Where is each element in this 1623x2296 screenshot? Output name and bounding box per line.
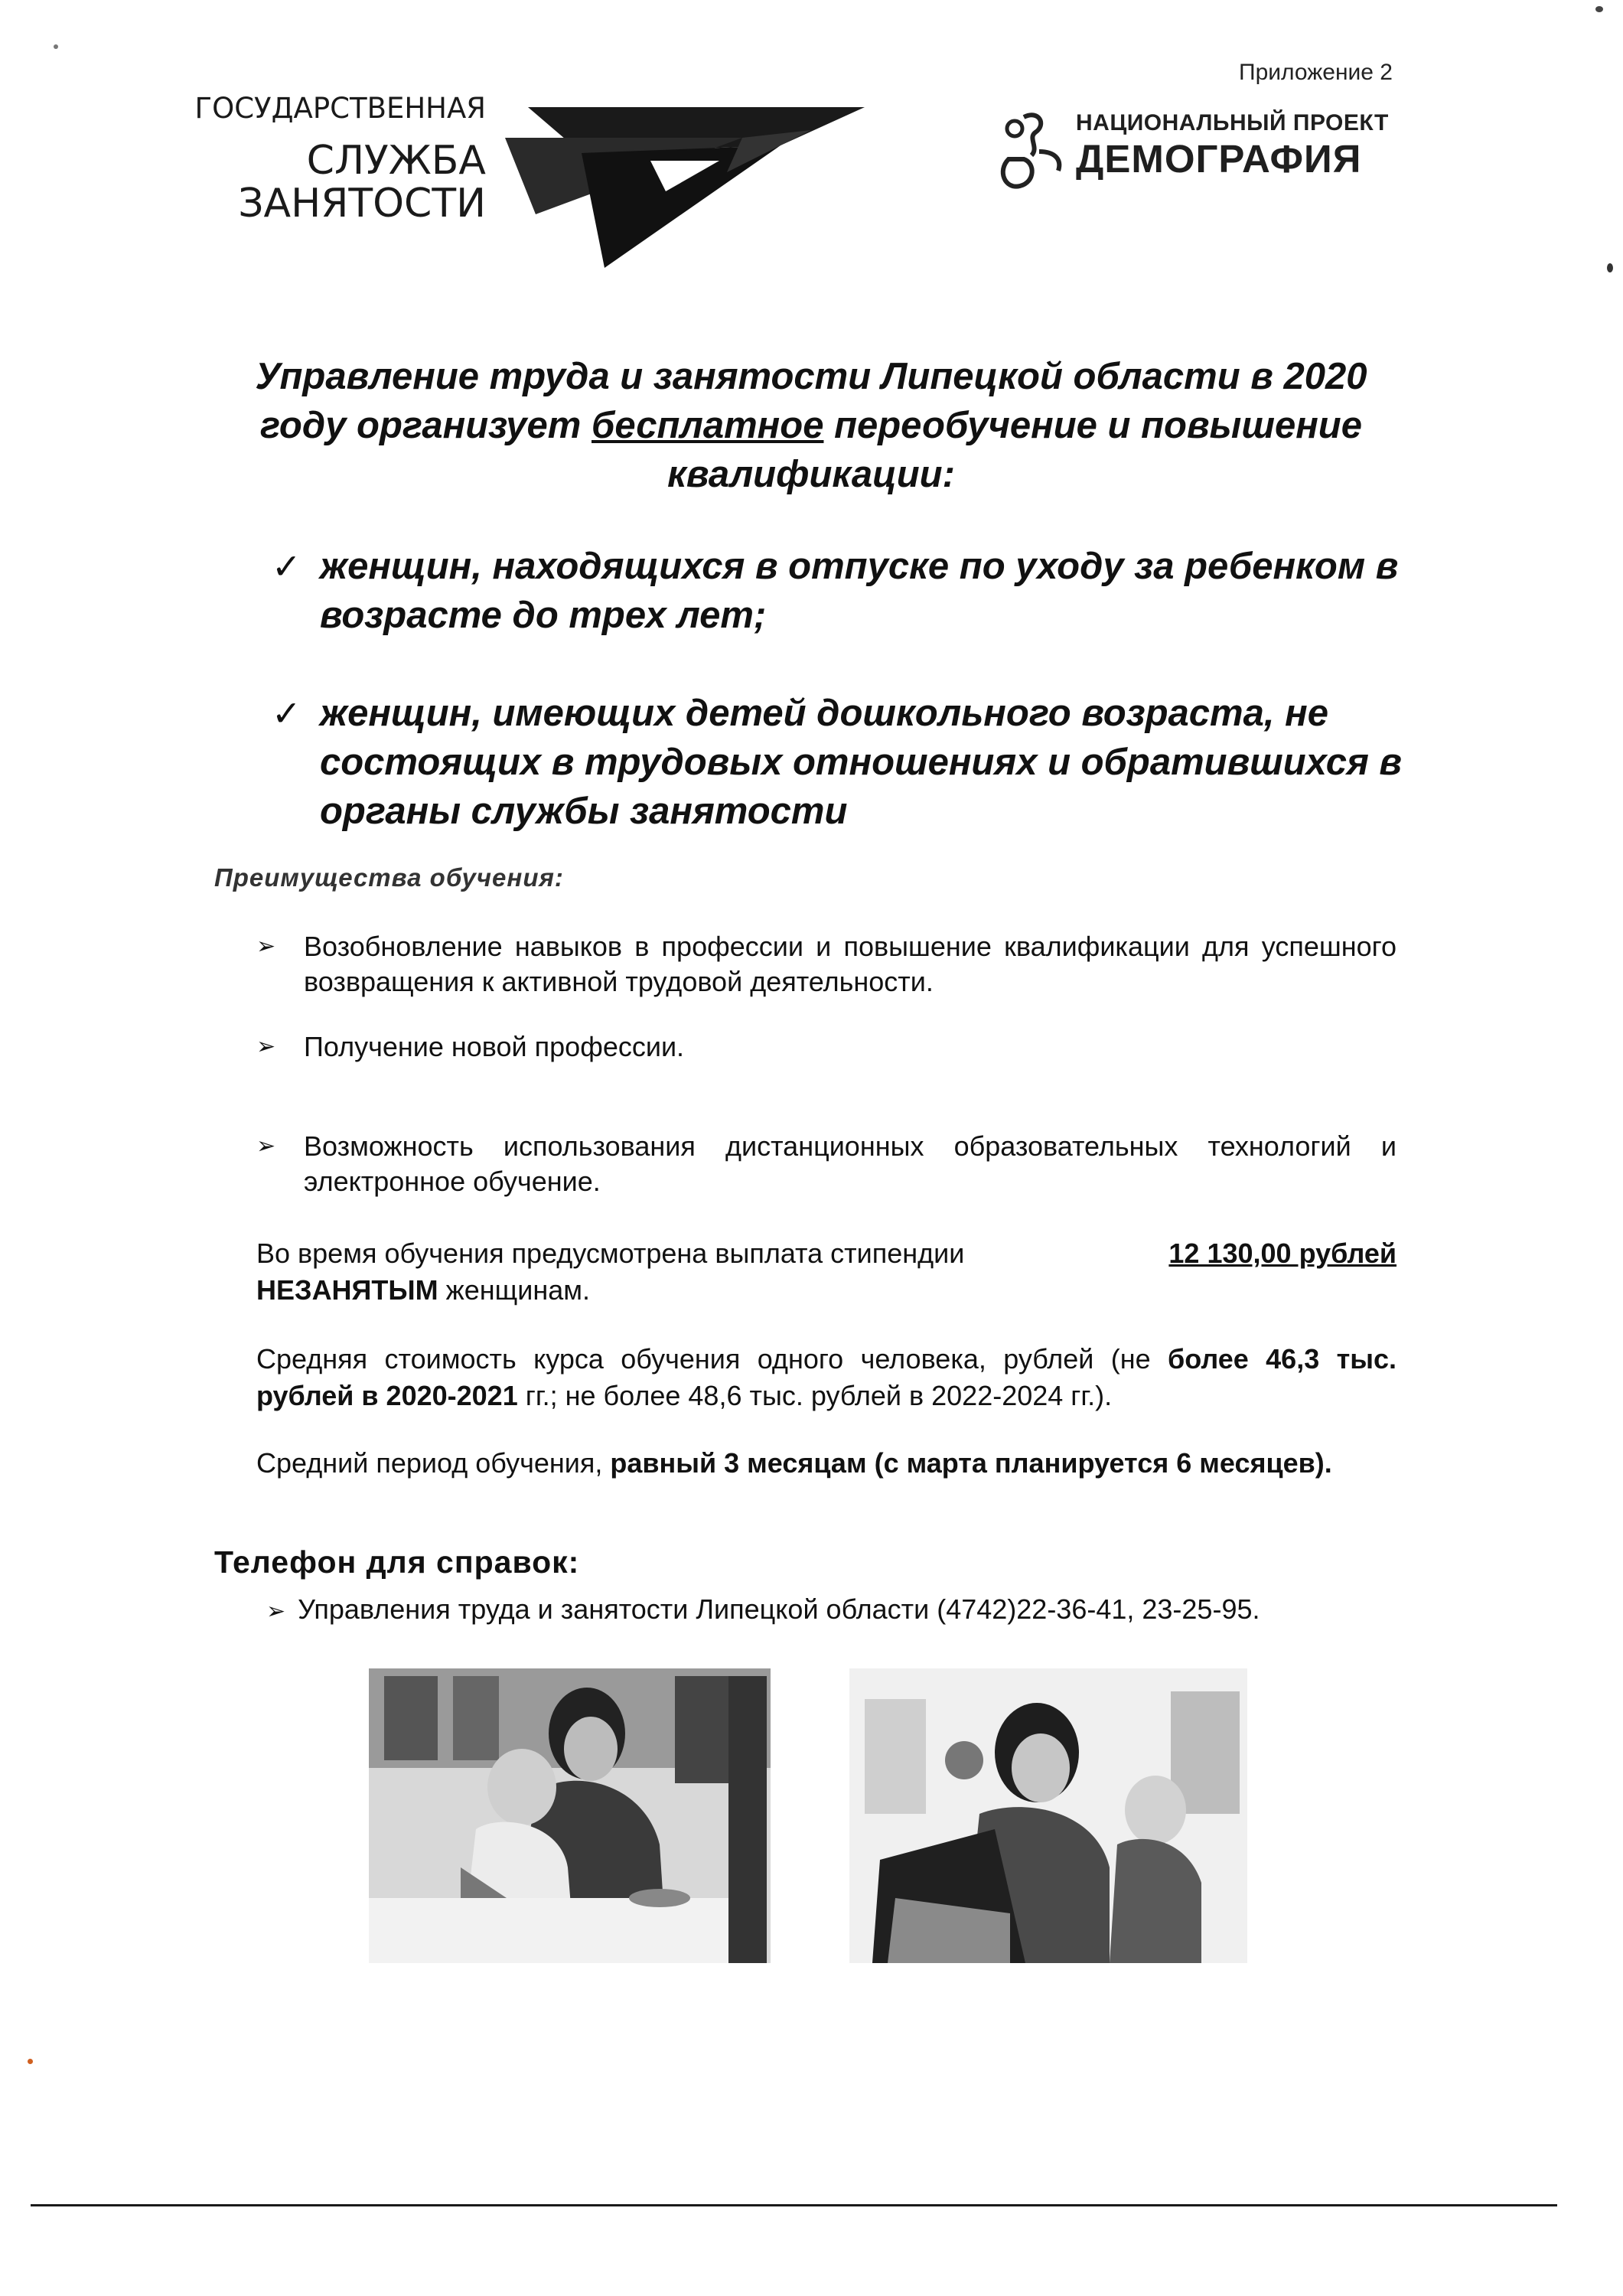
arrow-bullet-icon: ➢ (266, 1599, 286, 1624)
contacts-line (266, 1593, 1260, 1626)
stipend-amount: 12 130,00 рублей (1168, 1238, 1396, 1269)
checkmark-icon: ✓ (272, 693, 301, 733)
employment-service-logo-graphic (490, 99, 872, 276)
stipend-text: Во время обучения предусмотрена выплата стипендии (256, 1238, 965, 1269)
advantage-text: Возобновление навыков в профессии и повышение квалификации для успешного возвращения к активной трудовой деятельности. (304, 931, 1396, 997)
arrow-bullet-icon: ➢ (256, 934, 276, 959)
employment-service-logo-line1: ГОСУДАРСТВЕННАЯ (194, 92, 486, 125)
advantage-item (256, 1029, 1396, 1065)
target-group-item (272, 542, 1423, 640)
contacts-title: Телефон для справок: (214, 1544, 580, 1580)
appendix-label: Приложение 2 (1239, 60, 1393, 85)
period-bold: равный 3 месяцам (с марта планируется 6 месяцев). (610, 1447, 1332, 1479)
arrow-bullet-icon: ➢ (256, 1034, 276, 1059)
stipend-recipients: НЕЗАНЯТЫМ (256, 1274, 438, 1306)
employment-service-logo-line2: СЛУЖБА (306, 138, 486, 184)
headline (230, 352, 1393, 499)
photo-mother-with-baby (369, 1668, 771, 1963)
photo-mother-with-child-laptop (849, 1668, 1247, 1963)
cost-tail: гг.; не более 48,6 тыс. рублей в 2022-2024 гг.). (517, 1380, 1113, 1411)
target-group-text: женщин, находящихся в отпуске по уходу за ребенком в возрасте до трех лет; (320, 546, 1399, 636)
cost-paragraph (256, 1341, 1396, 1414)
footer-divider (31, 2204, 1557, 2206)
contacts-text: Управления труда и занятости Липецкой области (4742)22-36-41, 23-25-95. (298, 1593, 1260, 1625)
advantage-text: Возможность использования дистанционных образовательных технологий и электронное обучение. (304, 1130, 1396, 1197)
headline-part1: Управление труда и занятости Липецкой области в 2020 году организует (255, 356, 1367, 446)
scan-speck (1607, 263, 1613, 272)
national-project-label: НАЦИОНАЛЬНЫЙ ПРОЕКТ (1076, 110, 1389, 135)
advantage-item (256, 929, 1396, 1000)
scan-speck (28, 2059, 33, 2064)
demography-project-logo (993, 106, 1077, 197)
arrow-bullet-icon: ➢ (256, 1133, 276, 1159)
advantage-text: Получение новой профессии. (304, 1031, 685, 1062)
headline-part2: переобучение и повышение квалификации: (667, 405, 1362, 495)
target-group-text: женщин, имеющих детей дошкольного возраста, не состоящих в трудовых отношениях и обратившихся в органы службы занятости (320, 693, 1403, 832)
target-group-item (272, 689, 1423, 836)
national-project-name: ДЕМОГРАФИЯ (1076, 137, 1362, 181)
advantage-item (256, 1129, 1396, 1199)
stipend-tail: женщинам. (438, 1274, 591, 1306)
stipend-paragraph (256, 1235, 1396, 1309)
cost-bold: более 46,3 тыс. рублей в 2020-2021 (256, 1343, 1396, 1411)
scan-speck (54, 44, 58, 49)
scan-speck (1595, 6, 1603, 12)
employment-service-logo-line3: ЗАНЯТОСТИ (238, 181, 486, 227)
period-lead: Средний период обучения, (256, 1447, 611, 1479)
period-paragraph (256, 1445, 1396, 1482)
advantages-title: Преимущества обучения: (214, 863, 564, 892)
cost-lead: Средняя стоимость курса обучения одного человека, рублей (не (256, 1343, 1168, 1375)
headline-underlined: бесплатное (592, 405, 824, 446)
checkmark-icon: ✓ (272, 546, 301, 586)
